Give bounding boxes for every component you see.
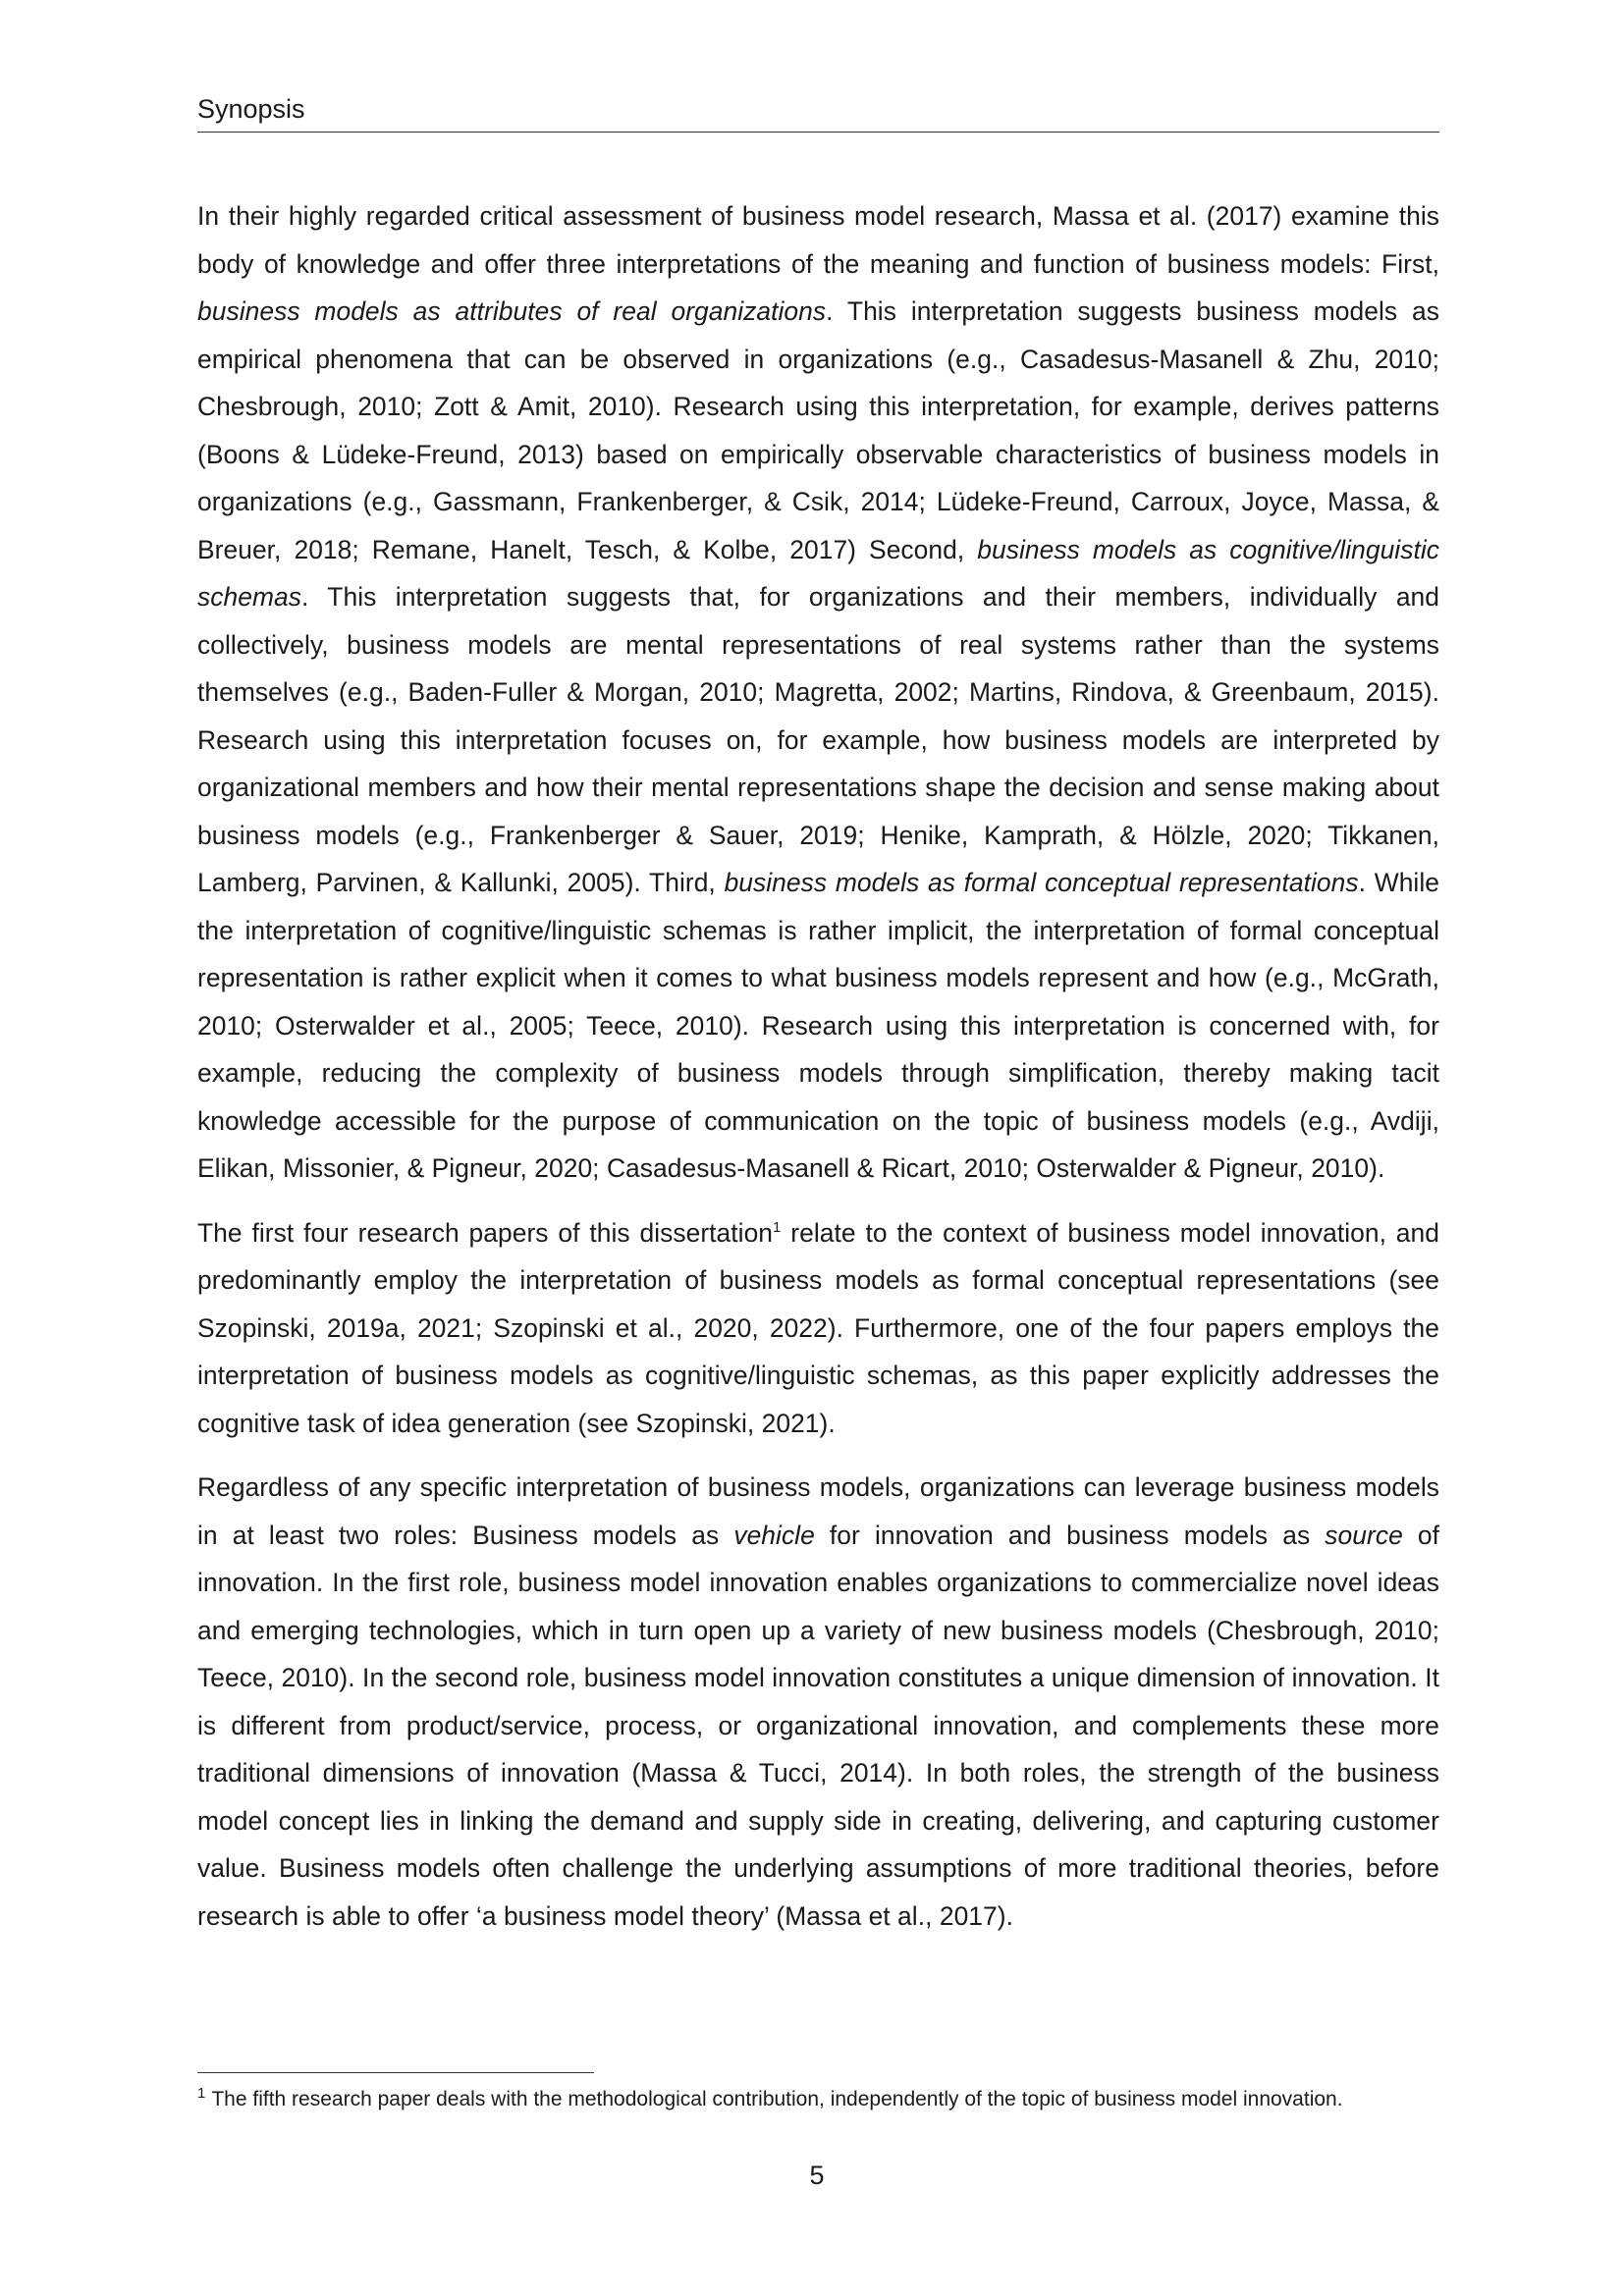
text-segment: . While the interpretation of cognitive/linguistic schemas is rather implicit, the interpretation of formal conceptual representation is rather explicit when it comes to what business models represent and how (e.g., McGrath, 2010; Osterwalder et al., 2005; Teece, 2010). Research using this interpretation is concerned with, for example, reducing the complexity of business models through simplification, thereby making tacit knowledge accessible for the purpose of communication on the topic of business models (e.g., Avdiji, Elikan, Missonier, & Pigneur, 2020; Casadesus-Masanell & Ricart, 2010; Osterwalder & Pigneur, 2010). [197, 868, 1439, 1183]
paragraph-research-papers [197, 1209, 1439, 1448]
footnote-reference[interactable]: 1 [773, 1218, 782, 1236]
text-segment: In their highly regarded critical assessment of business model research, Massa et al. (2017) examine this body of knowledge and offer three interpretations of the meaning and function of business models: First, [197, 201, 1439, 279]
emphasis-text: source [1325, 1520, 1403, 1550]
footnote-separator [197, 2072, 594, 2073]
emphasis-text: business models as cognitive/linguistic schemas [197, 534, 1439, 612]
paragraph-business-model-interpretations [197, 192, 1439, 1193]
text-segment: The first four research papers of this dissertation [197, 1217, 774, 1248]
emphasis-text: vehicle [733, 1520, 815, 1550]
footnote [197, 2085, 1474, 2114]
header-title: Synopsis [197, 94, 305, 124]
text-segment: for innovation and business models as [814, 1520, 1326, 1550]
paragraph-business-model-roles [197, 1464, 1439, 1940]
emphasis-text: business models as formal conceptual representations [724, 868, 1359, 897]
text-segment: relate to the context of business model innovation, and predominantly employ the interpretation of business models as formal conceptual representations (see Szopinski, 2019a, 2021; Szopinski et al., 2020, 2022). Furthermore, one of the four papers employs the interpretation of business models as cognitive/linguistic schemas, as this paper explicitly addresses the cognitive task of idea generation (see Szopinski, 2021). [197, 1217, 1439, 1438]
text-segment: . This interpretation suggests business models as empirical phenomena that can be observed in organizations (e.g., Casadesus-Masanell & Zhu, 2010; Chesbrough, 2010; Zott & Amit, 2010). Research using this interpretation, for example, derives patterns (Boons & Lüdeke-Freund, 2013) based on empirically observable characteristics of business models in organizations (e.g., Gassmann, Frankenberger, & Csik, 2014; Lüdeke-Freund, Carroux, Joyce, Massa, & Breuer, 2018; Remane, Hanelt, Tesch, & Kolbe, 2017) Second, [197, 296, 1439, 564]
emphasis-text: business models as attributes of real organizations [197, 296, 827, 326]
footnote-text: The fifth research paper deals with the methodological contribution, independently of the topic of business model innovation. [211, 2088, 1343, 2110]
page-number: 5 [809, 2161, 825, 2190]
text-segment: Regardless of any specific interpretation of business models, organizations can leverage business models in at least two roles: Business models as [197, 1472, 1439, 1550]
body-text [197, 192, 1439, 1956]
text-segment: . This interpretation suggests that, for organizations and their members, individually and collectively, business models are mental representations of real systems rather than the systems themselves (e.g., Baden-Fuller & Morgan, 2010; Magretta, 2002; Martins, Rindova, & Greenbaum, 2015). Research using this interpretation focuses on, for example, how business models are interpreted by organizational members and how their mental representations shape the decision and sense making about business models (e.g., Frankenberger & Sauer, 2019; Henike, Kamprath, & Hölzle, 2020; Tikkanen, Lamberg, Parvinen, & Kallunki, 2005). Third, [197, 582, 1439, 897]
text-segment: of innovation. In the first role, business model innovation enables organizations to commercialize novel ideas and emerging technologies, which in turn open up a variety of new business models (Chesbrough, 2010; Teece, 2010). In the second role, business model innovation constitutes a unique dimension of innovation. It is different from product/service, process, or organizational innovation, and complements these more traditional dimensions of innovation (Massa & Tucci, 2014). In both roles, the strength of the business model concept lies in linking the demand and supply side in creating, delivering, and capturing customer value. Business models often challenge the underlying assumptions of more traditional theories, before research is able to offer ‘a business model theory’ (Massa et al., 2017). [197, 1520, 1440, 1931]
footnote-marker: 1 [197, 2085, 206, 2102]
running-header [197, 94, 1439, 133]
